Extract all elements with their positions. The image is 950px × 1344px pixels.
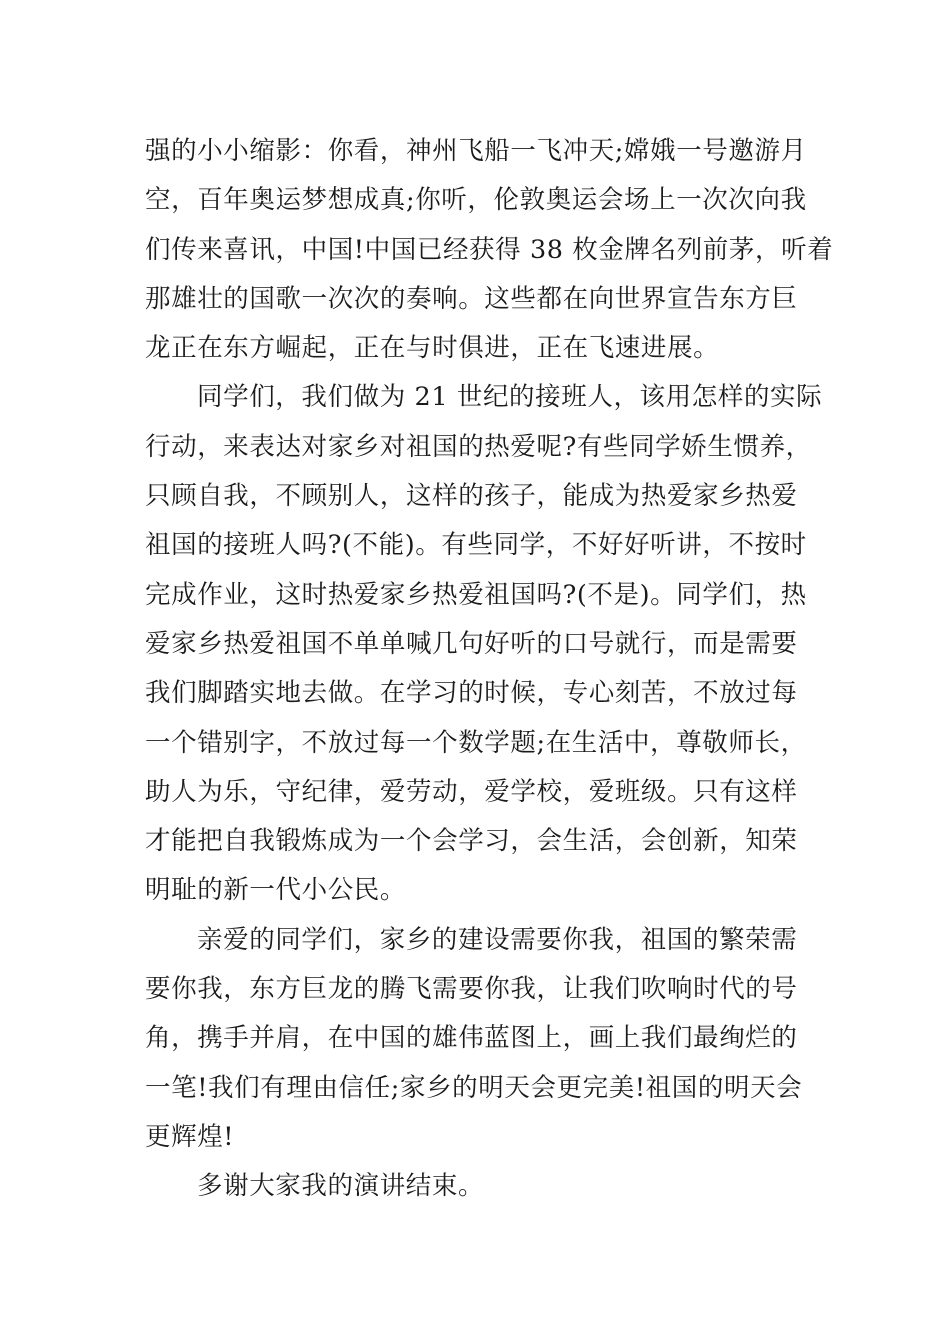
- text-line: 祖国的接班人吗?(不能)。有些同学，不好好听讲，不按时: [145, 530, 807, 561]
- text-line: 我们脚踏实地去做。在学习的时候，专心刻苦，不放过每: [145, 678, 798, 709]
- text-line: 爱家乡热爱祖国不单单喊几句好听的口号就行，而是需要: [145, 628, 798, 659]
- text-line: 明耻的新一代小公民。: [145, 875, 407, 906]
- text-line: 强的小小缩影：你看，神州飞船一飞冲天;嫦娥一号邀游月: [145, 136, 807, 166]
- closing-line: 多谢大家我的演讲结束。: [197, 1171, 485, 1202]
- paragraph-start-line: 亲爱的同学们，家乡的建设需要你我，祖国的繁荣需: [197, 924, 798, 955]
- speech-text: [145, 127, 834, 1212]
- text-line: 要你我，东方巨龙的腾飞需要你我，让我们吹响时代的号: [145, 974, 798, 1005]
- text-line: 一个错别字，不放过每一个数学题;在生活中，尊敬师长，: [145, 727, 807, 758]
- text-line: 助人为乐，守纪律，爱劳动，爱学校，爱班级。只有这样: [145, 776, 798, 807]
- paragraph-start-line: 同学们，我们做为 21 世纪的接班人，该用怎样的实际: [197, 382, 823, 413]
- text-line: 只顾自我，不顾别人，这样的孩子，能成为热爱家乡热爱: [145, 481, 798, 512]
- text-line: 角，携手并肩，在中国的雄伟蓝图上，画上我们最绚烂的: [145, 1023, 798, 1054]
- text-line: 一笔!我们有理由信任;家乡的明天会更完美!祖国的明天会: [145, 1072, 803, 1103]
- text-line: 们传来喜讯，中国!中国已经获得 38 枚金牌名列前茅，听着: [145, 234, 834, 265]
- text-line: 更辉煌!: [145, 1121, 235, 1152]
- text-line: 那雄壮的国歌一次次的奏响。这些都在向世界宣告东方巨: [145, 283, 798, 314]
- text-line: 空，百年奥运梦想成真;你听，伦敦奥运会场上一次次向我: [145, 185, 807, 216]
- text-line: 才能把自我锻炼成为一个会学习，会生活，会创新，知荣: [145, 826, 798, 857]
- text-line: 行动，来表达对家乡对祖国的热爱呢?有些同学娇生惯养，: [145, 431, 812, 462]
- text-line: 完成作业，这时热爱家乡热爱祖国吗?(不是)。同学们，热: [145, 579, 807, 610]
- text-line: 龙正在东方崛起，正在与时俱进，正在飞速进展。: [145, 333, 720, 364]
